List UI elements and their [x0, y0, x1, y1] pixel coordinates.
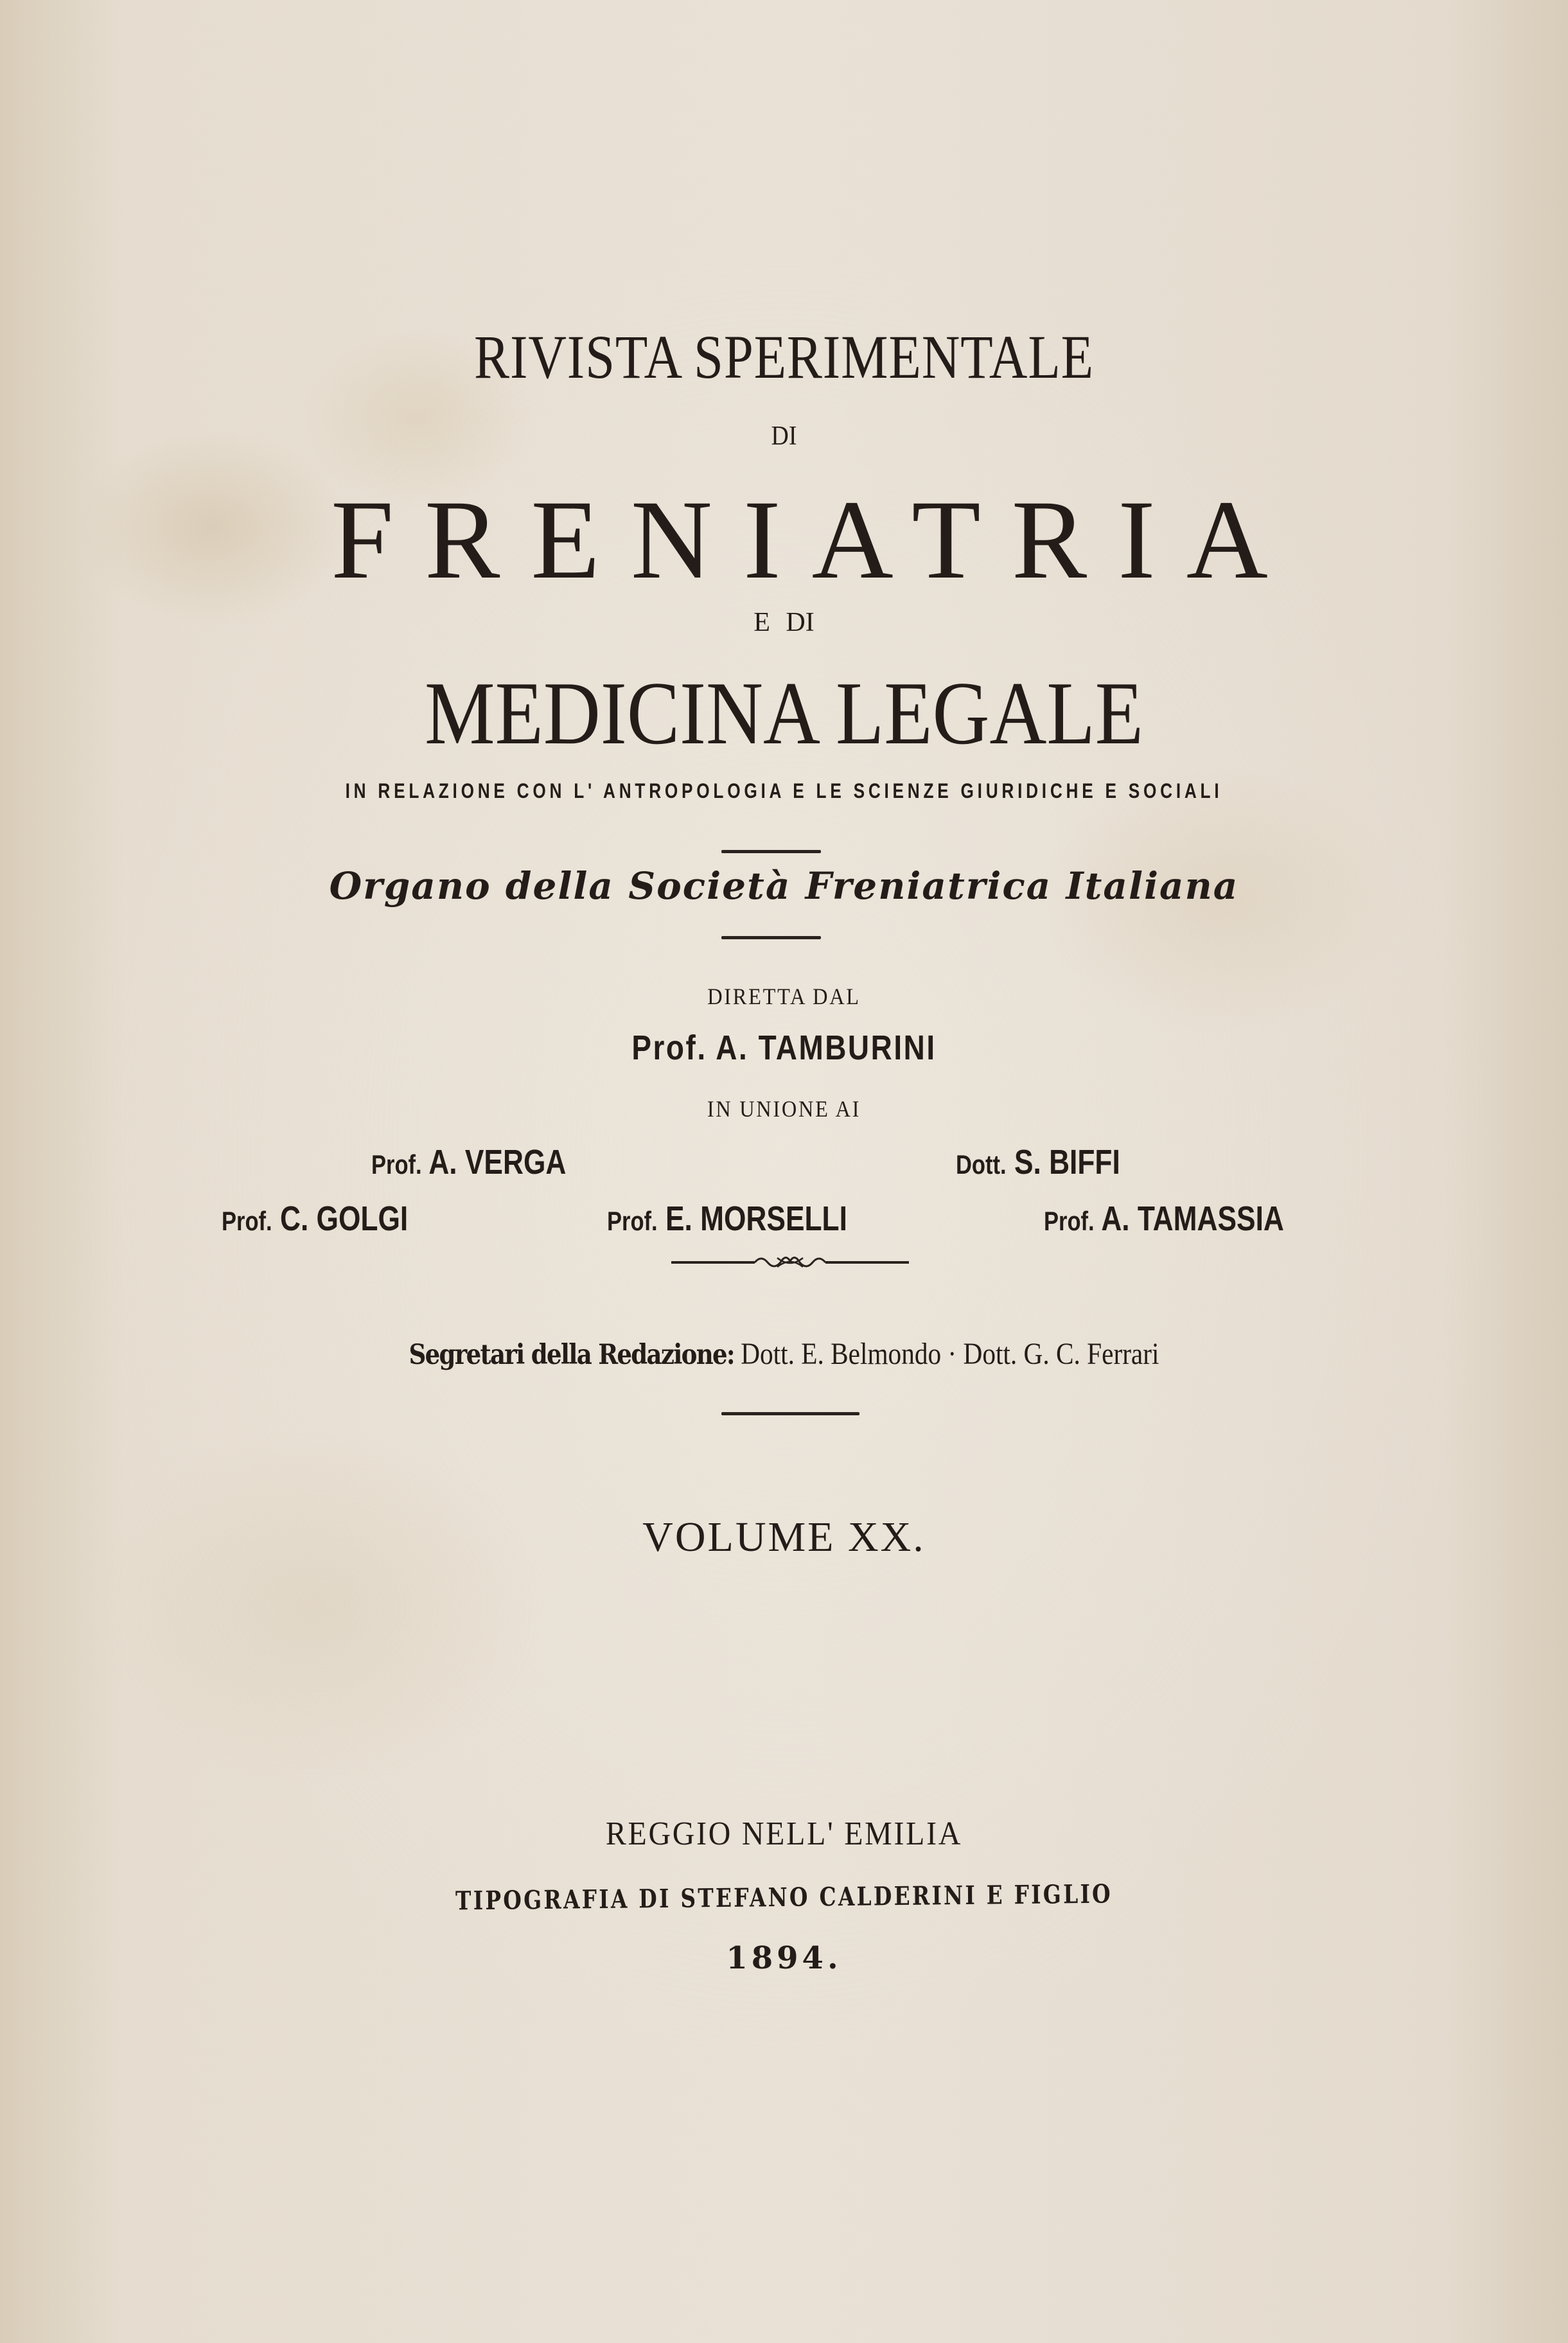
secretary-separator: ·	[947, 1337, 957, 1371]
secretaries-label: Segretari della Redazione:	[409, 1338, 734, 1371]
collaborator-name: Prof. A. VERGA	[371, 1143, 567, 1181]
collaborator-name: Dott. S. BIFFI	[956, 1143, 1120, 1181]
volume-number: VOLUME XX.	[642, 1514, 926, 1561]
director-title: Prof.	[631, 1029, 707, 1067]
with-label: IN UNIONE AI	[707, 1096, 861, 1122]
director-fullname: A. TAMBURINI	[716, 1029, 937, 1067]
ornament-divider-icon	[671, 1253, 909, 1272]
secretary-name: E. Belmondo	[801, 1337, 942, 1371]
secretary-name: G. C. Ferrari	[1023, 1337, 1159, 1371]
imprint-year: 1894.	[726, 1940, 842, 1976]
collaborator-name: Prof. E. MORSELLI	[607, 1199, 847, 1238]
journal-title-di: DI	[771, 421, 797, 451]
divider-rule	[721, 850, 821, 853]
journal-title-line-1: RIVISTA SPERIMENTALE	[474, 323, 1094, 391]
society-organ-line: Organo della Società Freniatrica Italiana	[329, 864, 1239, 908]
secretary-title: Dott.	[963, 1337, 1017, 1371]
directed-by-label: DIRETTA DAL	[707, 984, 861, 1009]
imprint-place: REGGIO NELL' EMILIA	[605, 1816, 963, 1852]
collaborator-name: Prof. A. TAMASSIA	[1044, 1199, 1284, 1238]
editorial-secretaries	[110, 1336, 1458, 1372]
imprint-printer: TIPOGRAFIA DI STEFANO CALDERINI E FIGLIO	[455, 1879, 1113, 1916]
divider-rule	[721, 936, 821, 939]
secretary-title: Dott.	[741, 1337, 795, 1371]
director-name	[118, 1028, 1450, 1068]
collaborator-name: Prof. C. GOLGI	[222, 1199, 409, 1238]
journal-title-e-di: E DI	[753, 608, 815, 637]
journal-subtitle: IN RELAZIONE CON L' ANTROPOLOGIA E LE SCIENZE GIURIDICHE E SOCIALI	[345, 779, 1223, 802]
journal-title-medicina-legale: MEDICINA LEGALE	[425, 664, 1143, 763]
divider-rule	[721, 1412, 859, 1415]
journal-title-freniatria: FRENIATRIA	[331, 477, 1299, 603]
